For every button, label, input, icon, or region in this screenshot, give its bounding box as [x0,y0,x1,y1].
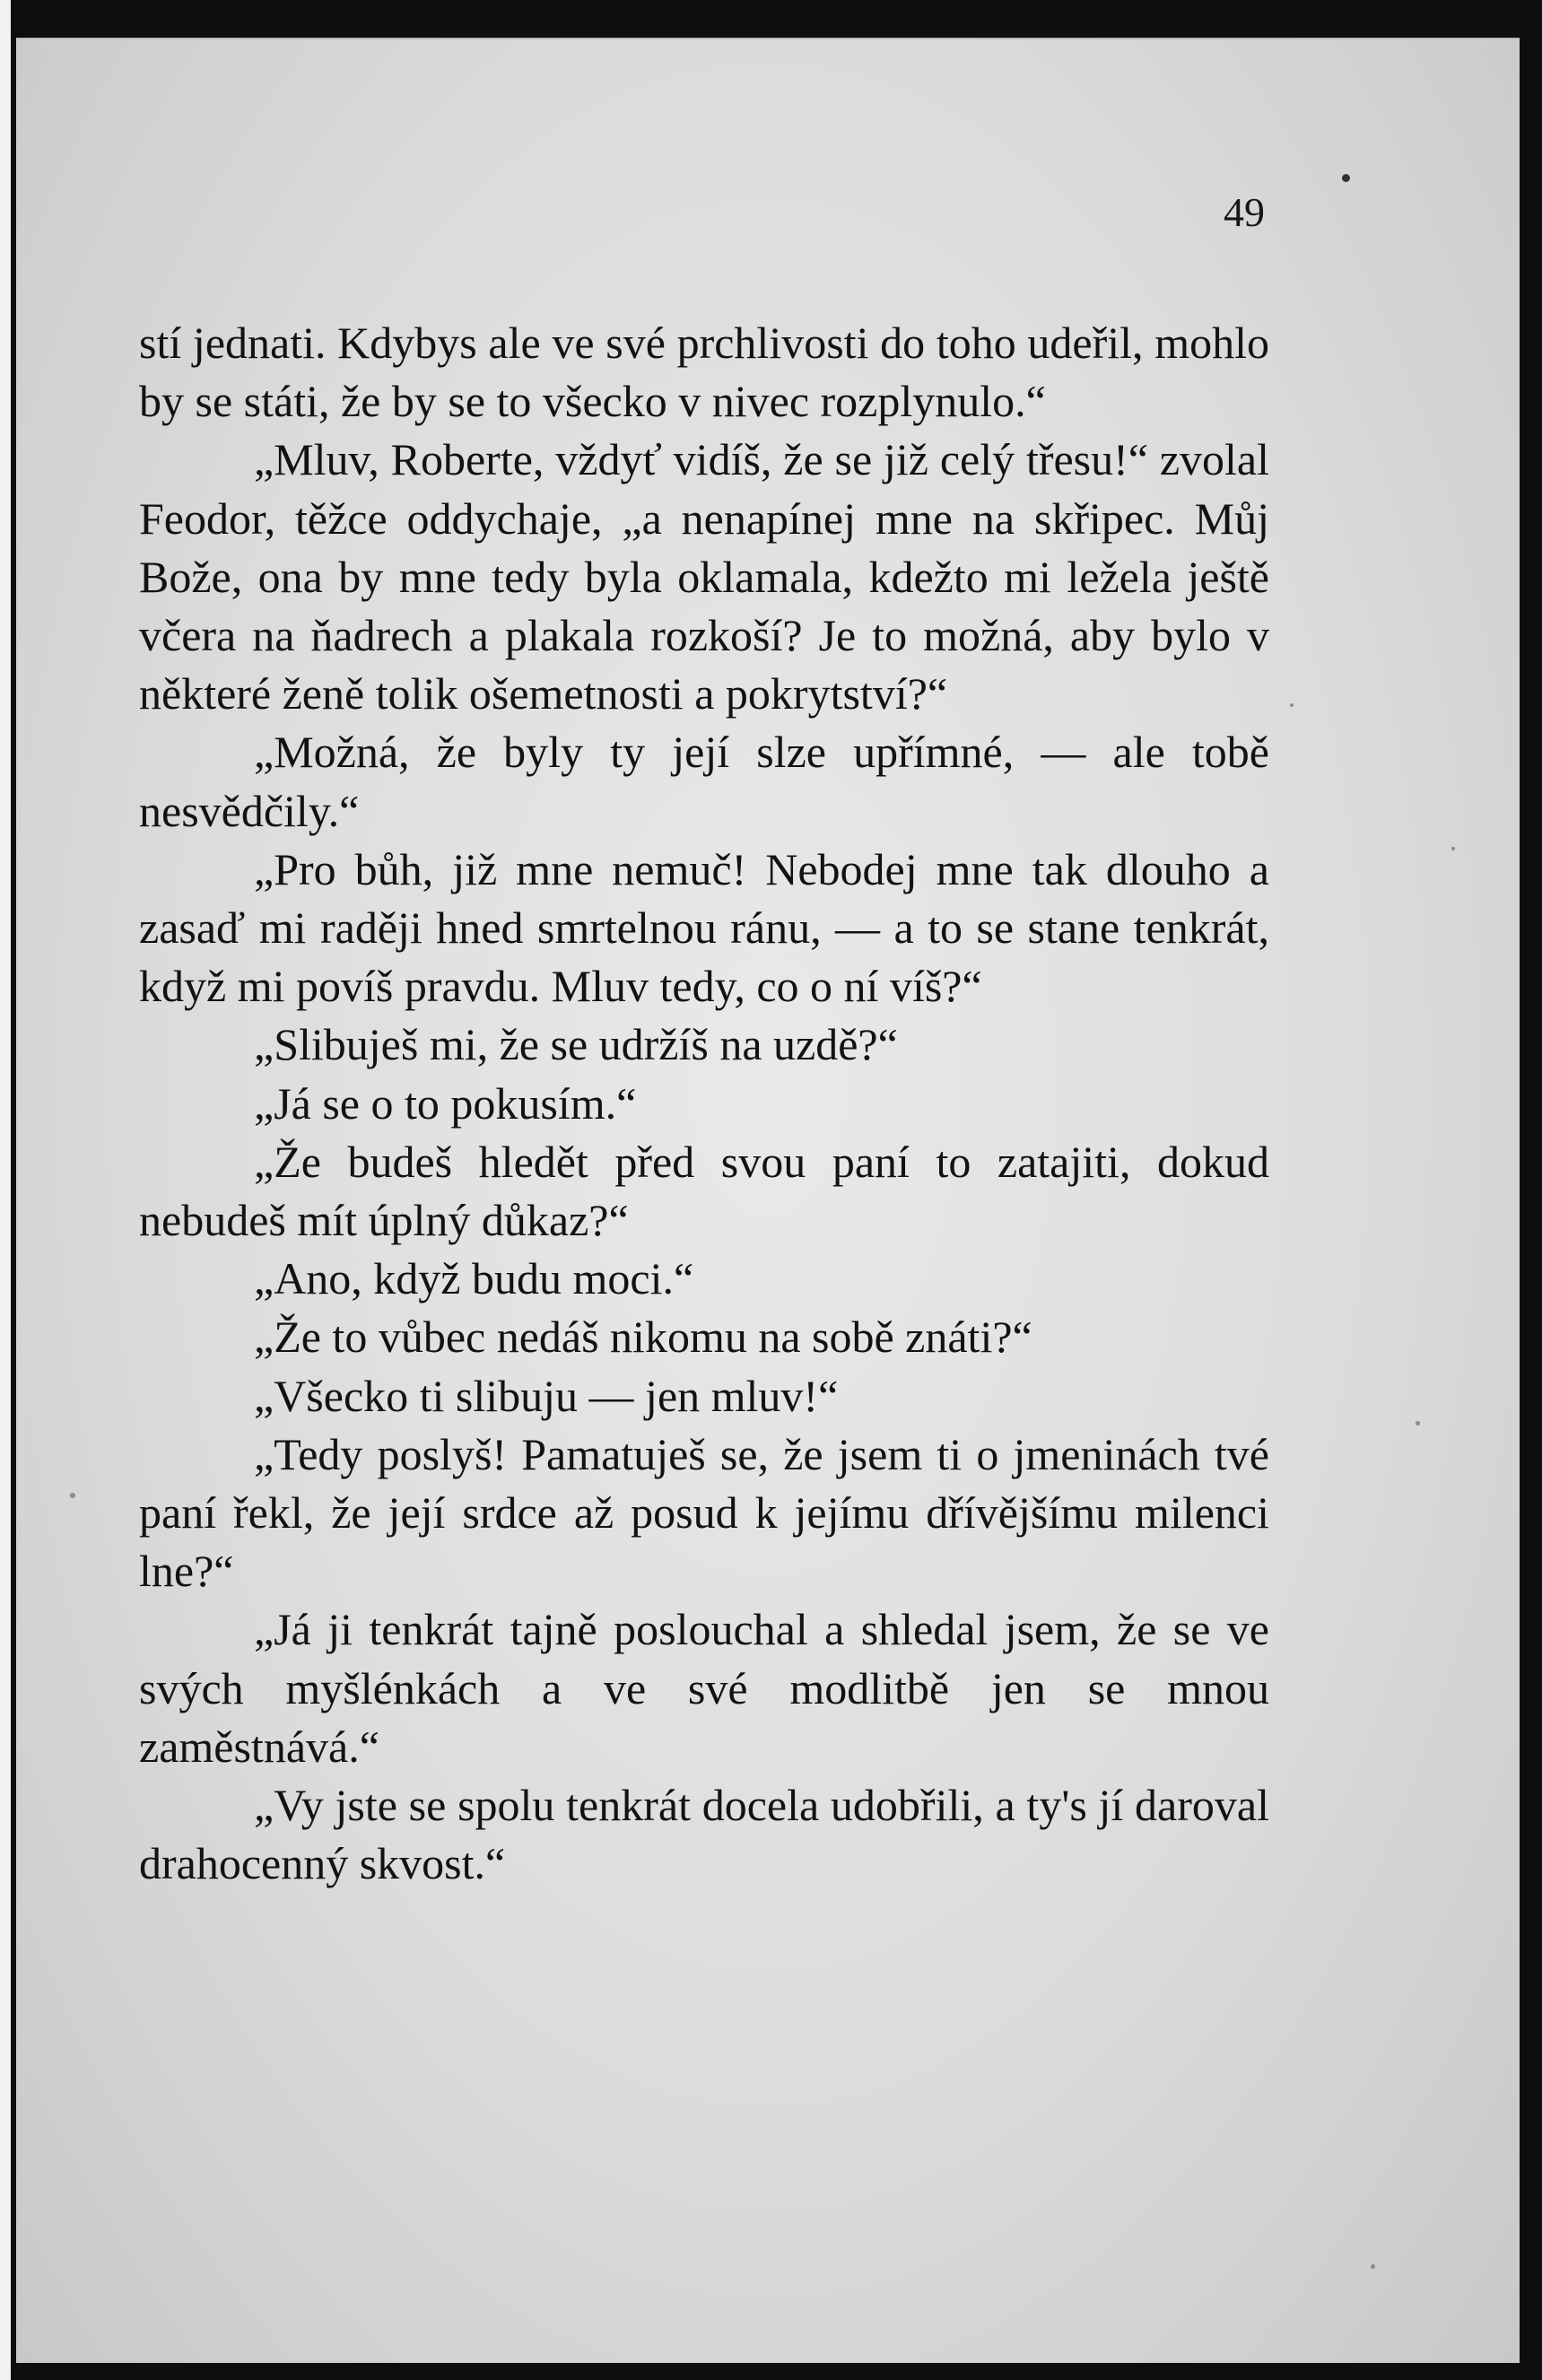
paragraph: „Že to vůbec nedáš nikomu na sobě znáti?“ [254,1312,1032,1363]
paragraph: „Já ji tenkrát tajně poslouchal a shledal jsem, že se ve svých myšlénkách a ve své modlitbě jen se mnou zaměstnává.“ [139,1604,1269,1772]
paper-speck [1416,1421,1420,1425]
paragraph: „Tedy poslyš! Pamatuješ se, že jsem ti o jmeninách tvé paní řekl, že její srdce až posud k jejímu dřívějšímu milenci lne?“ [139,1428,1269,1597]
paragraph: „Ano, když budu moci.“ [254,1253,694,1304]
paragraph: „Mluv, Roberte, vždyť vidíš, že se již celý třesu!“ zvolal Feodor, těžce oddychaje, „a nenapínej mne na skřipec. Můj Bože, ona by mne tedy byla oklamala, kdežto mi ležela ještě včera na ňadrech a plakala rozkoší? Je to možná, aby bylo v některé ženě tolik ošemetnosti a pokrytství?“ [139,434,1269,719]
paper-speck [1451,847,1455,850]
paragraph: „Já se o to pokusím.“ [254,1077,637,1129]
page-number: 49 [1224,189,1265,235]
paper-speck [70,1493,75,1498]
paragraph: „Možná, že byly ty její slze upřímné, — ale tobě nesvědčily.“ [139,727,1269,836]
paragraph: „Vy jste se spolu tenkrát docela udobřili, a ty's jí daroval drahocenný skvost.“ [139,1780,1269,1889]
paper-speck [1290,703,1294,707]
paragraph: stí jednati. Kdybys ale ve své prchlivosti do toho udeřil, mohlo by se státi, že by se to všecko v nivec rozplynulo.“ [139,318,1269,427]
paragraph: „Slibuješ mi, že se udržíš na uzdě?“ [254,1019,898,1070]
paper-speck [1371,2264,1375,2269]
paper-speck [1342,174,1350,182]
paragraph: „Pro bůh, již mne nemuč! Nebodej mne tak dlouho a zasaď mi raději hned smrtelnou ránu, — a to se stane tenkrát, když mi povíš pravdu. Mluv tedy, co o ní víš?“ [139,843,1269,1012]
page-text [139,314,1269,1893]
scan-left-edge [0,0,11,2380]
paragraph: „Všecko ti slibuju — jen mluv!“ [254,1370,839,1421]
paragraph: „Že budeš hledět před svou paní to zatajiti, dokud nebudeš mít úplný důkaz?“ [139,1136,1269,1246]
